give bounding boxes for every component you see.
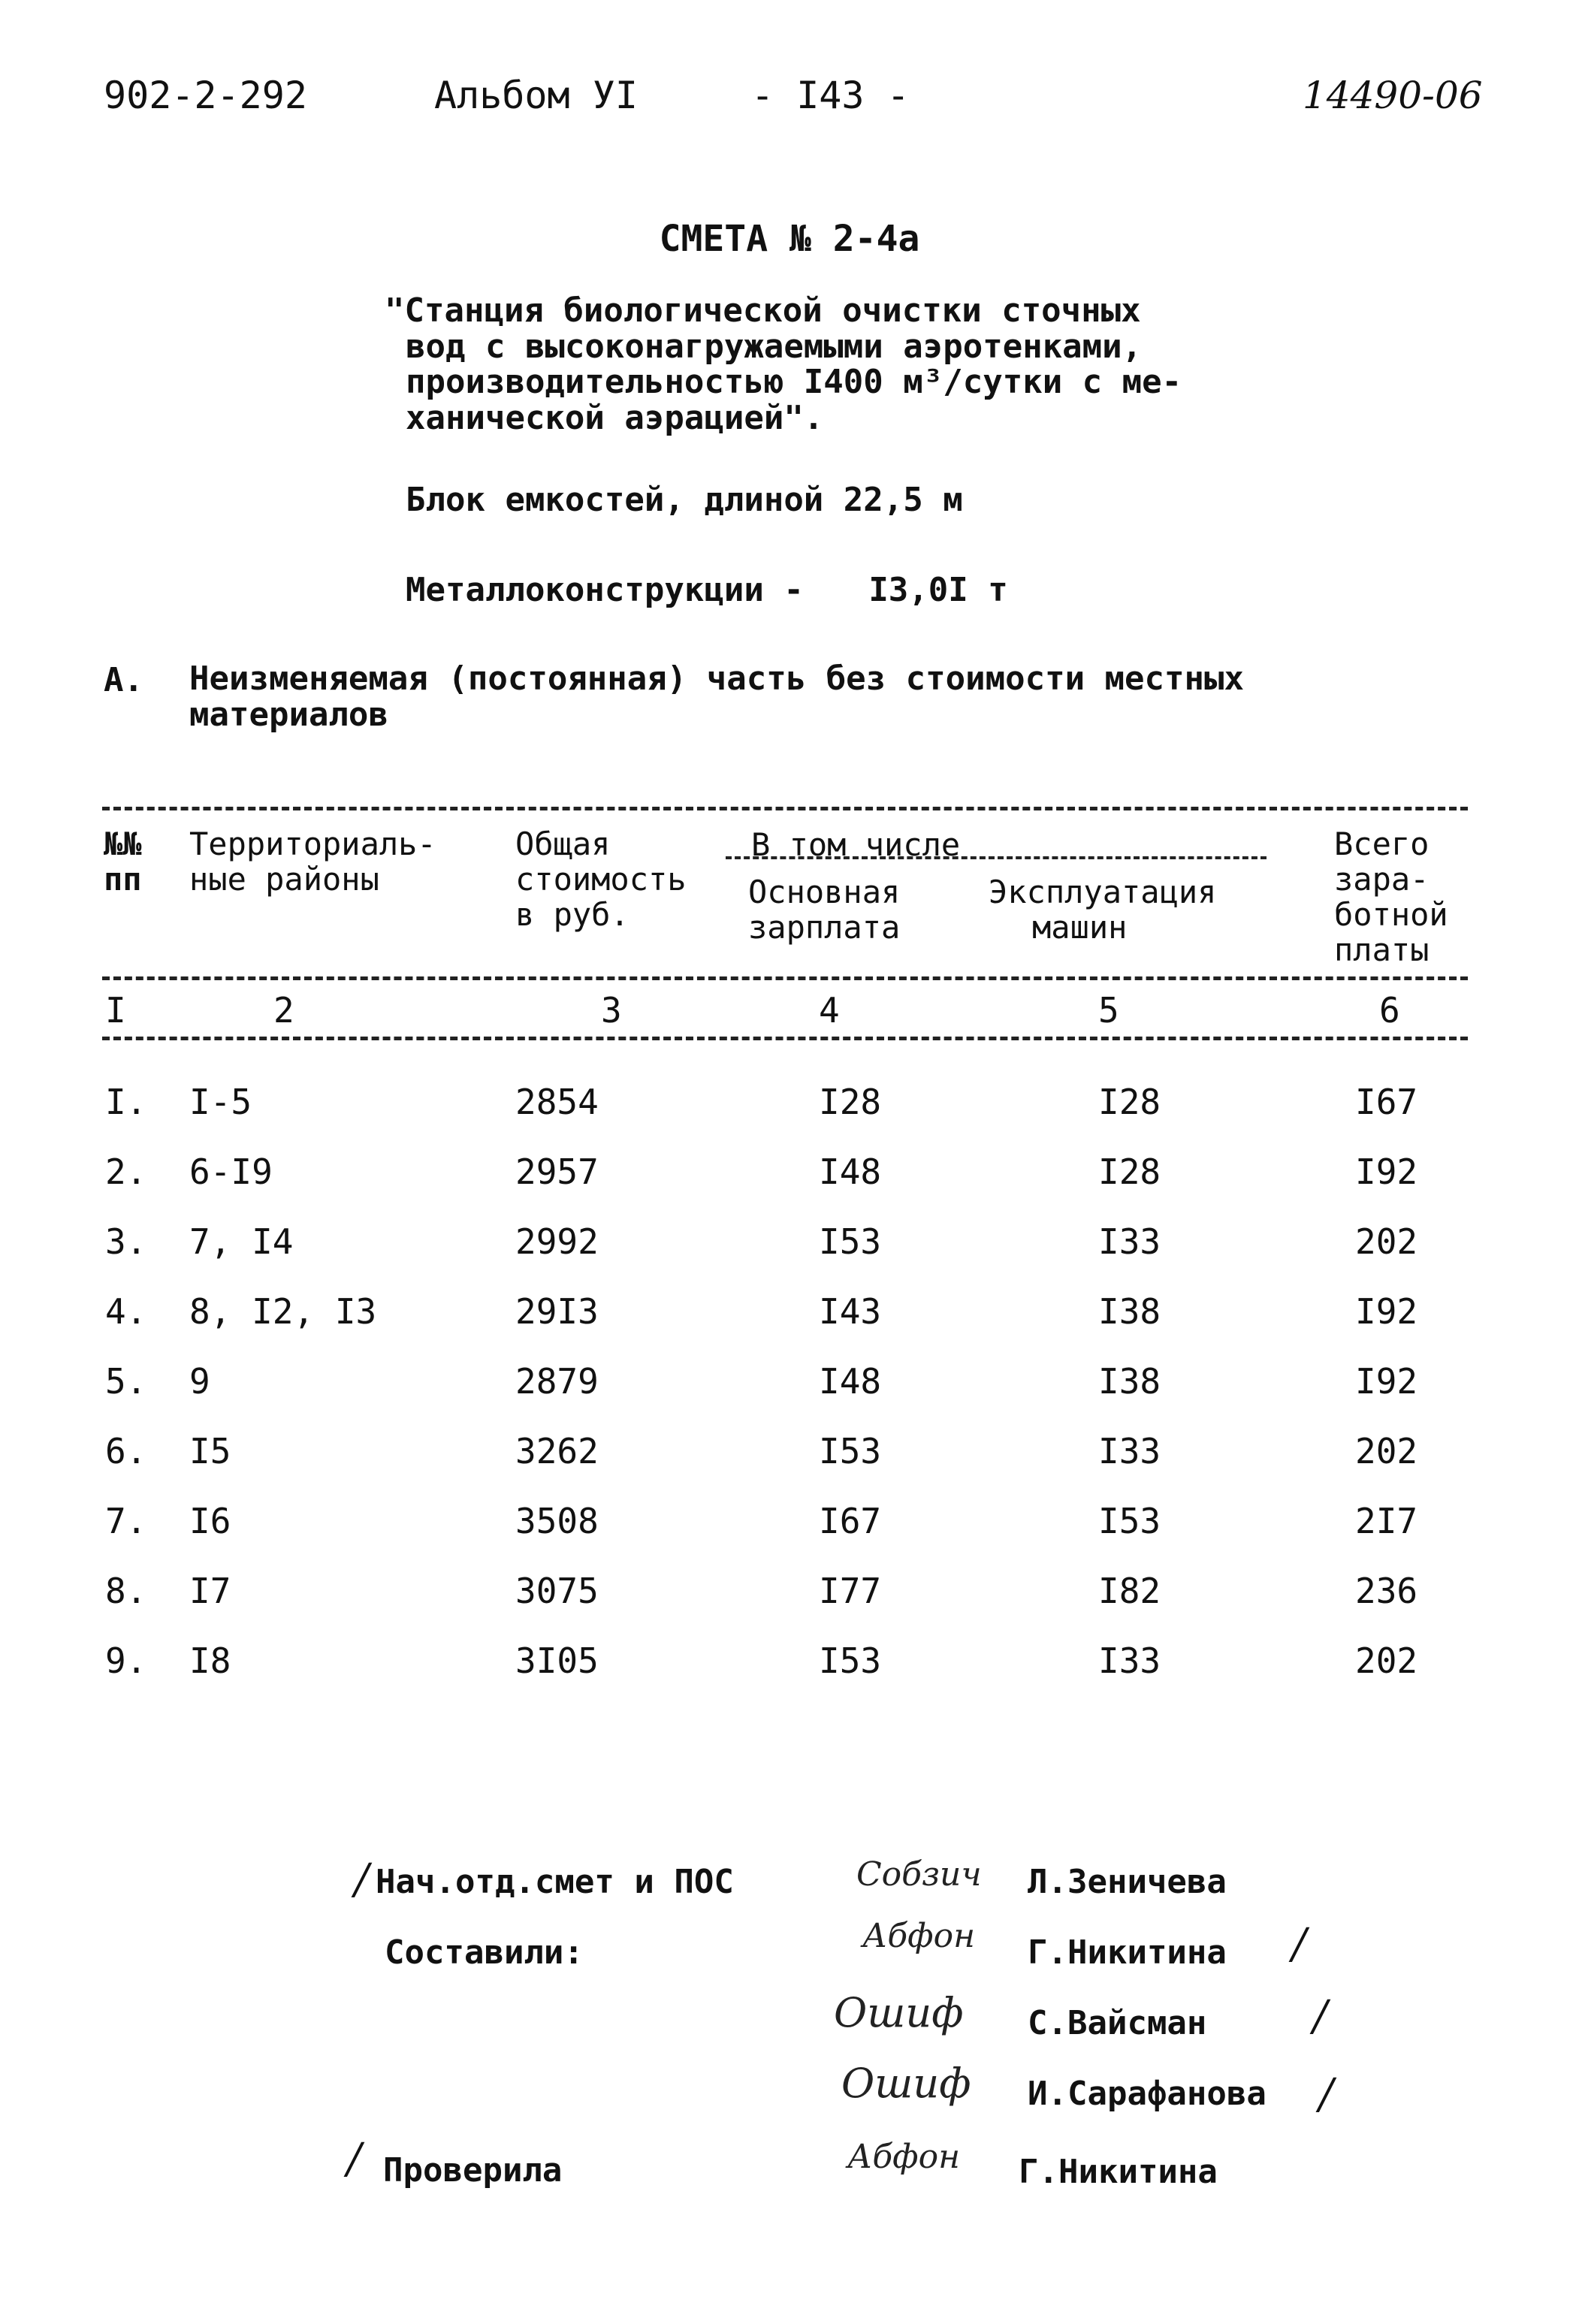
block-description: Блок емкостей, длиной 22,5 м	[406, 481, 963, 519]
header-allwage	[1334, 826, 1448, 967]
tick-mark: /	[1313, 1992, 1327, 2041]
signer-name: С.Вайсман	[1028, 2004, 1207, 2042]
cell-allwage: 236	[1355, 1571, 1418, 1611]
cell-machines: I38	[1098, 1291, 1161, 1332]
cell-num: 6.	[105, 1431, 147, 1471]
signature-image: Ошиф	[834, 1989, 964, 2036]
cell-machines: I33	[1098, 1640, 1161, 1681]
header-num-line: пп	[104, 861, 142, 898]
document-code: 902-2-292	[104, 74, 307, 117]
header-num	[104, 826, 142, 897]
subtitle-line: ханической аэрацией".	[406, 398, 824, 437]
cell-num: I.	[105, 1082, 147, 1122]
subtitle-line: вод с высоконагружаемыми аэротенками,	[406, 327, 1143, 366]
cell-num: 9.	[105, 1640, 147, 1681]
cell-total: 3262	[515, 1431, 599, 1471]
page-title: СМЕТА № 2-4а	[659, 218, 920, 260]
column-number: 6	[1379, 990, 1400, 1031]
column-number: 5	[1098, 990, 1119, 1031]
header-wage-line: зарплата	[748, 909, 901, 946]
header-region-line: Территориаль-	[189, 825, 436, 862]
signer-name: Г.Никитина	[1028, 1933, 1227, 1972]
tick-mark: /	[347, 2135, 361, 2184]
cell-allwage: I67	[1355, 1082, 1418, 1122]
subtitle-line: "Станция биологической очистки сточных	[385, 291, 1141, 330]
header-total-line: стоимость	[515, 861, 687, 898]
cell-allwage: 202	[1355, 1221, 1418, 1262]
table-top-rule	[102, 807, 1468, 810]
cell-num: 5.	[105, 1361, 147, 1402]
tick-mark: /	[1319, 2070, 1333, 2119]
signer-name: И.Сарафанова	[1028, 2075, 1267, 2113]
column-number: 2	[273, 990, 294, 1031]
cell-region: I8	[189, 1640, 231, 1681]
tick-mark: /	[1292, 1920, 1306, 1969]
cell-allwage: I92	[1355, 1361, 1418, 1402]
header-wage	[748, 874, 900, 945]
document-subtitle	[385, 293, 1182, 436]
cell-num: 8.	[105, 1571, 147, 1611]
header-machines	[989, 874, 1216, 945]
cell-machines: I82	[1098, 1571, 1161, 1611]
inventory-number: 14490-06	[1303, 74, 1483, 117]
header-allwage-line: ботной	[1334, 896, 1448, 934]
page-number: - I43 -	[751, 74, 910, 117]
head-label: Нач.отд.смет и ПОС	[376, 1863, 734, 1901]
cell-num: 4.	[105, 1291, 147, 1332]
header-num-line: №№	[104, 825, 142, 862]
column-number: I	[105, 990, 126, 1031]
section-letter: А.	[104, 661, 143, 699]
cell-allwage: 202	[1355, 1640, 1418, 1681]
header-machines-line: Эксплуатация	[989, 874, 1217, 910]
cell-allwage: I92	[1355, 1291, 1418, 1332]
cell-total: 3508	[515, 1501, 599, 1541]
cell-total: 29I3	[515, 1291, 599, 1332]
header-bottom-rule	[102, 976, 1468, 980]
cell-num: 7.	[105, 1501, 147, 1541]
cell-total: 2854	[515, 1082, 599, 1122]
cell-total: 3I05	[515, 1640, 599, 1681]
header-allwage-line: Всего	[1334, 825, 1430, 862]
header-total	[515, 826, 687, 932]
header-allwage-line: платы	[1334, 931, 1430, 969]
signature-image: Абфон	[862, 1917, 976, 1955]
cell-allwage: I92	[1355, 1151, 1418, 1192]
cell-machines: I33	[1098, 1221, 1161, 1262]
cell-wage: I53	[819, 1640, 882, 1681]
cell-wage: I43	[819, 1291, 882, 1332]
metal-label: Металлоконструкции -	[406, 571, 804, 609]
cell-wage: I48	[819, 1151, 882, 1192]
cell-total: 3075	[515, 1571, 599, 1611]
cell-region: I5	[189, 1431, 231, 1471]
cell-total: 2879	[515, 1361, 599, 1402]
cell-wage: I53	[819, 1221, 882, 1262]
header-group: В том числе	[751, 826, 961, 863]
subtitle-line: производительностью I400 м³/сутки с ме-	[406, 363, 1182, 402]
tick-mark: /	[355, 1855, 369, 1904]
signer-name: Г.Никитина	[1019, 2153, 1218, 2191]
header-group-rule	[726, 856, 1267, 859]
header-allwage-line: зара-	[1334, 861, 1430, 898]
album-label: Альбом УI	[434, 74, 638, 117]
cell-wage: I28	[819, 1082, 882, 1122]
cell-wage: I53	[819, 1431, 882, 1471]
cell-region: I7	[189, 1571, 231, 1611]
cell-machines: I33	[1098, 1431, 1161, 1471]
cell-machines: I53	[1098, 1501, 1161, 1541]
cell-wage: I67	[819, 1501, 882, 1541]
cell-region: I6	[189, 1501, 231, 1541]
cell-machines: I28	[1098, 1082, 1161, 1122]
cell-num: 3.	[105, 1221, 147, 1262]
header-total-line: в руб.	[515, 896, 629, 934]
metal-value: I3,0I т	[868, 571, 1008, 609]
signature-image: Абфон	[847, 2138, 961, 2176]
cell-total: 2957	[515, 1151, 599, 1192]
cell-region: 7, I4	[189, 1221, 294, 1262]
cell-num: 2.	[105, 1151, 147, 1192]
cell-wage: I48	[819, 1361, 882, 1402]
column-number: 3	[601, 990, 622, 1031]
header-wage-line: Основная	[748, 874, 901, 910]
column-number: 4	[819, 990, 840, 1031]
checked-label: Проверила	[383, 2151, 563, 2190]
header-machines-line: машин	[1032, 909, 1128, 946]
signature-image: Ошиф	[841, 2060, 971, 2107]
header-region	[189, 826, 436, 897]
signature-image: Собзич	[856, 1855, 982, 1894]
compiled-label: Составили:	[385, 1933, 584, 1972]
cell-allwage: 202	[1355, 1431, 1418, 1471]
cell-allwage: 2I7	[1355, 1501, 1418, 1541]
cell-machines: I28	[1098, 1151, 1161, 1192]
signer-name: Л.Зеничева	[1028, 1863, 1227, 1901]
cell-region: 9	[189, 1361, 210, 1402]
column-number-rule	[102, 1037, 1468, 1040]
header-total-line: Общая	[515, 825, 611, 862]
section-heading: Неизменяемая (постоянная) часть без стоимости местных материалов	[189, 659, 1244, 735]
cell-region: I-5	[189, 1082, 252, 1122]
cell-region: 6-I9	[189, 1151, 273, 1192]
cell-region: 8, I2, I3	[189, 1291, 377, 1332]
header-region-line: ные районы	[189, 861, 379, 898]
metal-structures	[406, 571, 1008, 609]
cell-total: 2992	[515, 1221, 599, 1262]
cell-wage: I77	[819, 1571, 882, 1611]
cell-machines: I38	[1098, 1361, 1161, 1402]
